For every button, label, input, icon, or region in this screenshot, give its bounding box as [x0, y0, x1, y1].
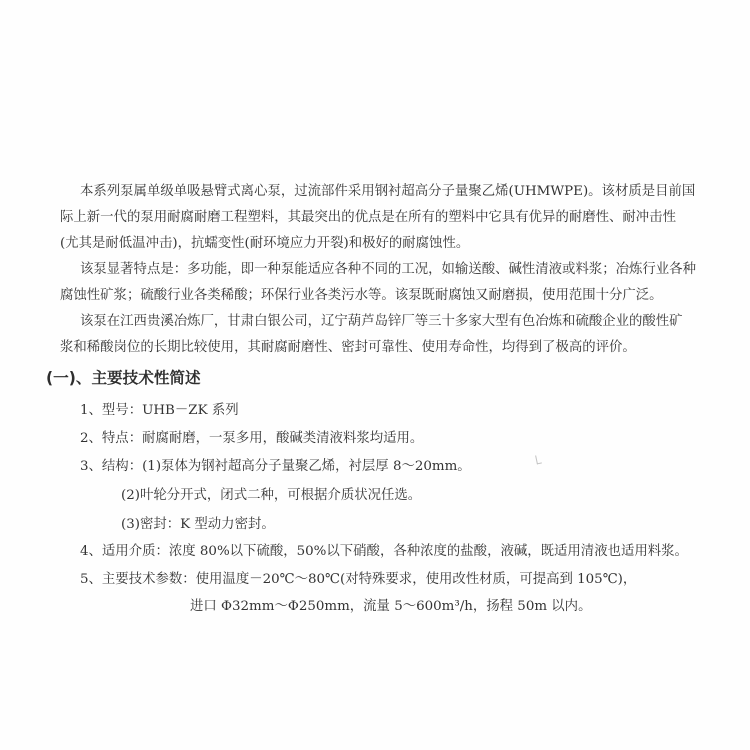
section-heading: (一)、主要技术性简述 — [46, 369, 201, 387]
spec-structure-2: (2)叶轮分开式，闭式二种，可根据介质状况任选。 — [121, 488, 422, 503]
spec-params-2: 进口 Φ32mm～Φ250mm，流量 5～600m³/h，扬程 50m 以内。 — [190, 599, 592, 614]
spec-medium: 4、适用介质：浓度 80%以下硫酸，50%以下硝酸，各种浓度的盐酸，液碱，既适用清液也适用料浆。 — [80, 544, 688, 559]
paragraph-1-line-3: (尤其是耐低温冲击)，抗蠕变性(耐环境应力开裂)和极好的耐腐蚀性。 — [60, 236, 470, 251]
spec-features: 2、特点：耐腐耐磨，一泵多用，酸碱类清液料浆均适用。 — [80, 431, 424, 446]
paragraph-1-line-1: 本系列泵属单级单吸悬臂式离心泵，过流部件采用钢衬超高分子量聚乙烯(UHMWPE)。该材质是目前国 — [80, 184, 696, 199]
paragraph-3-line-2: 浆和稀酸岗位的长期比较使用，其耐腐耐磨性、密封可靠性、使用寿命性，均得到了极高的评价。 — [60, 340, 636, 355]
spec-model: 1、型号：UHB－ZK 系列 — [80, 403, 239, 418]
paragraph-3-line-1: 该泵在江西贵溪冶炼厂，甘肃白银公司，辽宁葫芦岛锌厂等三十多家大型有色冶炼和硫酸企业的酸性矿 — [80, 314, 683, 329]
spec-structure-1: 3、结构：(1)泵体为钢衬超高分子量聚乙烯，衬层厚 8～20mm。 — [80, 459, 471, 474]
paragraph-2-line-2: 腐蚀性矿浆；硫酸行业各类稀酸；环保行业各类污水等。该泵既耐腐蚀又耐磨损，使用范围十分广泛。 — [60, 288, 663, 303]
spec-params-1: 5、主要技术参数：使用温度－20℃～80℃(对特殊要求，使用改性材质，可提高到 105℃)， — [80, 572, 637, 587]
paragraph-2-line-1: 该泵显著特点是：多功能，即一种泵能适应各种不同的工况，如输送酸、碱性清液或料浆；冶炼行业各种 — [80, 262, 696, 277]
scan-speck — [535, 455, 542, 465]
paragraph-1-line-2: 际上新一代的泵用耐腐耐磨工程塑料，其最突出的优点是在所有的塑料中它具有优异的耐磨性、耐冲击性 — [60, 210, 676, 225]
spec-structure-3: (3)密封：K 型动力密封。 — [121, 517, 275, 532]
